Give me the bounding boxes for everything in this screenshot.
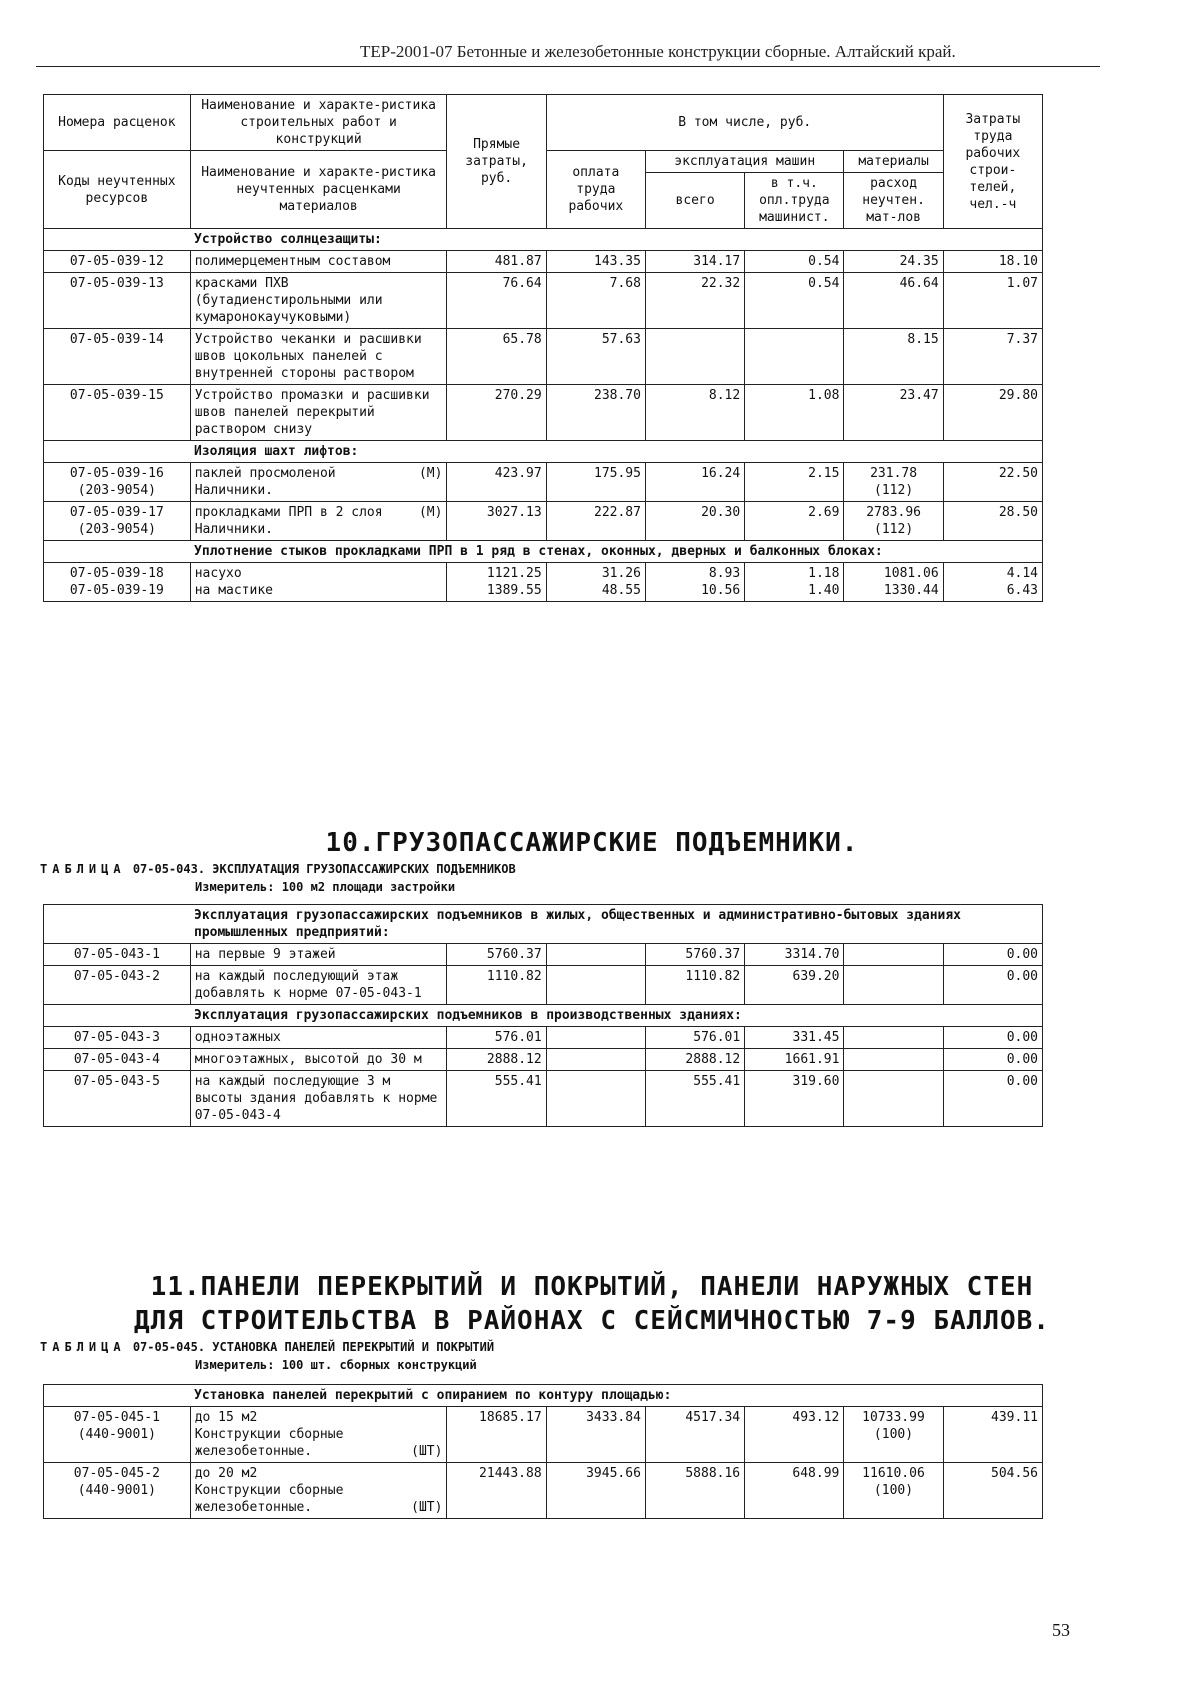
table-row bbox=[44, 1027, 1043, 1049]
pay-cost bbox=[546, 1049, 645, 1071]
col-direct: Прямые затраты, руб. bbox=[447, 95, 546, 229]
direct-cost: 18685.17 bbox=[447, 1407, 546, 1463]
code: 07-05-043-3 bbox=[44, 1027, 191, 1049]
work-name: на каждый последующие 3 м высоты здания добавлять к норме 07-05-043-4 bbox=[190, 1071, 447, 1127]
code: 07-05-045-1 (440-9001) bbox=[44, 1407, 191, 1463]
table-row bbox=[44, 966, 1043, 1005]
section-heading: Эксплуатация грузопассажирских подъемников в производственных зданиях: bbox=[44, 1005, 1043, 1027]
table-row bbox=[44, 273, 1043, 329]
direct-cost: 555.41 bbox=[447, 1071, 546, 1127]
pay-cost: 143.35 bbox=[546, 251, 645, 273]
work-name: одноэтажных bbox=[190, 1027, 447, 1049]
labor: 0.00 bbox=[943, 1049, 1042, 1071]
work-name: Устройство промазки и расшивки швов панелей перекрытий раствором снизу bbox=[190, 385, 447, 441]
direct-cost: 76.64 bbox=[447, 273, 546, 329]
materials: 2783.96 (112) bbox=[844, 502, 943, 541]
page-number: 53 bbox=[1052, 1620, 1070, 1640]
direct-cost: 2888.12 bbox=[447, 1049, 546, 1071]
direct-cost: 1110.82 bbox=[447, 966, 546, 1005]
work-name: на первые 9 этажей bbox=[190, 944, 447, 966]
machine-total bbox=[645, 329, 744, 385]
pay-cost bbox=[546, 1027, 645, 1049]
table-row bbox=[44, 502, 1043, 541]
direct-cost: 481.87 bbox=[447, 251, 546, 273]
machine-pay: 0.54 bbox=[745, 251, 844, 273]
measure-unit: Измеритель: 100 м2 площади застройки bbox=[195, 880, 456, 894]
work-name bbox=[190, 502, 447, 541]
col-machines: эксплуатация машин bbox=[645, 151, 844, 173]
work-name: красками ПХВ (бутадиенстирольными или кумаронокаучуковыми) bbox=[190, 273, 447, 329]
direct-cost: 3027.13 bbox=[447, 502, 546, 541]
price-table-045 bbox=[43, 1384, 1043, 1519]
col-materials: материалы bbox=[844, 151, 943, 173]
code: 07-05-039-18 07-05-039-19 bbox=[44, 563, 191, 602]
pay-cost: 31.26 48.55 bbox=[546, 563, 645, 602]
caption-lead: ТАБЛИЦА bbox=[40, 862, 126, 876]
machine-total: 4517.34 bbox=[645, 1407, 744, 1463]
pay-cost: 57.63 bbox=[546, 329, 645, 385]
machine-total: 1110.82 bbox=[645, 966, 744, 1005]
section-heading: Устройство солнцезащиты: bbox=[44, 229, 1043, 251]
table-row bbox=[44, 251, 1043, 273]
section-11-title-line2: ДЛЯ СТРОИТЕЛЬСТВА В РАЙОНАХ С СЕЙСМИЧНОСТЬЮ 7-9 БАЛЛОВ. bbox=[134, 1306, 1050, 1336]
table-row bbox=[44, 1463, 1043, 1519]
machine-pay: 331.45 bbox=[745, 1027, 844, 1049]
price-table-043 bbox=[43, 904, 1043, 1127]
machine-pay: 648.99 bbox=[745, 1463, 844, 1519]
machine-pay: 0.54 bbox=[745, 273, 844, 329]
table-row bbox=[44, 329, 1043, 385]
col-name-bottom: Наименование и характе-ристика неучтенных расценками материалов bbox=[190, 151, 447, 229]
machine-pay: 1.18 1.40 bbox=[745, 563, 844, 602]
table-row bbox=[44, 1049, 1043, 1071]
pay-cost: 175.95 bbox=[546, 463, 645, 502]
table-caption bbox=[40, 1340, 494, 1354]
materials bbox=[844, 1071, 943, 1127]
code: 07-05-043-5 bbox=[44, 1071, 191, 1127]
machine-total: 8.93 10.56 bbox=[645, 563, 744, 602]
section-10-title: 10.ГРУЗОПАССАЖИРСКИЕ ПОДЪЕМНИКИ. bbox=[325, 828, 859, 858]
work-name: Устройство чеканки и расшивки швов цокольных панелей с внутренней стороны раствором bbox=[190, 329, 447, 385]
code: 07-05-043-1 bbox=[44, 944, 191, 966]
caption-lead: ТАБЛИЦА bbox=[40, 1340, 126, 1354]
machine-total: 2888.12 bbox=[645, 1049, 744, 1071]
col-name-top: Наименование и характе-ристика строительных работ и конструкций bbox=[190, 95, 447, 151]
machine-total: 5760.37 bbox=[645, 944, 744, 966]
pay-cost bbox=[546, 966, 645, 1005]
machine-pay: 1661.91 bbox=[745, 1049, 844, 1071]
code: 07-05-039-16 (203-9054) bbox=[44, 463, 191, 502]
pay-cost bbox=[546, 1071, 645, 1127]
code: 07-05-039-14 bbox=[44, 329, 191, 385]
materials: 231.78 (112) bbox=[844, 463, 943, 502]
table-row bbox=[44, 563, 1043, 602]
machine-total: 555.41 bbox=[645, 1071, 744, 1127]
table-row bbox=[44, 463, 1043, 502]
section-heading: Уплотнение стыков прокладками ПРП в 1 ряд в стенах, оконных, дверных и балконных блоках: bbox=[44, 541, 1043, 563]
materials: 1081.06 1330.44 bbox=[844, 563, 943, 602]
caption-text: 07-05-043. ЭКСПЛУАТАЦИЯ ГРУЗОПАССАЖИРСКИХ ПОДЪЕМНИКОВ bbox=[132, 862, 516, 876]
machine-pay bbox=[745, 329, 844, 385]
code: 07-05-039-15 bbox=[44, 385, 191, 441]
table-row bbox=[44, 1407, 1043, 1463]
direct-cost: 576.01 bbox=[447, 1027, 546, 1049]
code: 07-05-043-4 bbox=[44, 1049, 191, 1071]
col-incl: В том числе, руб. bbox=[546, 95, 943, 151]
labor: 439.11 bbox=[943, 1407, 1042, 1463]
labor: 22.50 bbox=[943, 463, 1042, 502]
machine-total: 16.24 bbox=[645, 463, 744, 502]
labor: 0.00 bbox=[943, 1027, 1042, 1049]
direct-cost: 1121.25 1389.55 bbox=[447, 563, 546, 602]
work-name-text: до 15 м2 Конструкции сборные железобетонные. bbox=[194, 1410, 344, 1459]
labor: 29.80 bbox=[943, 385, 1042, 441]
unit: (М) bbox=[418, 466, 443, 481]
machine-pay: 319.60 bbox=[745, 1071, 844, 1127]
header-rule bbox=[36, 66, 1100, 67]
machine-total: 576.01 bbox=[645, 1027, 744, 1049]
materials bbox=[844, 966, 943, 1005]
unit: (ШТ) bbox=[411, 1500, 443, 1515]
unit: (ШТ) bbox=[411, 1444, 443, 1459]
materials: 23.47 bbox=[844, 385, 943, 441]
section-heading: Установка панелей перекрытий с опиранием по контуру площадью: bbox=[44, 1385, 1043, 1407]
work-name: многоэтажных, высотой до 30 м bbox=[190, 1049, 447, 1071]
machine-pay: 3314.70 bbox=[745, 944, 844, 966]
machine-total: 20.30 bbox=[645, 502, 744, 541]
materials: 46.64 bbox=[844, 273, 943, 329]
machine-pay: 639.20 bbox=[745, 966, 844, 1005]
materials bbox=[844, 1049, 943, 1071]
pay-cost: 238.70 bbox=[546, 385, 645, 441]
section-heading: Эксплуатация грузопассажирских подъемников в жилых, общественных и административно-бытовых зданиях промышленных предприятий: bbox=[44, 905, 1043, 944]
labor: 0.00 bbox=[943, 1071, 1042, 1127]
labor: 28.50 bbox=[943, 502, 1042, 541]
work-name-text: паклей просмоленой Наличники. bbox=[194, 466, 336, 498]
pay-cost: 7.68 bbox=[546, 273, 645, 329]
direct-cost: 5760.37 bbox=[447, 944, 546, 966]
machine-total: 22.32 bbox=[645, 273, 744, 329]
work-name bbox=[190, 1463, 447, 1519]
machine-pay: 2.15 bbox=[745, 463, 844, 502]
unit: (М) bbox=[418, 505, 443, 520]
materials: 24.35 bbox=[844, 251, 943, 273]
labor: 18.10 bbox=[943, 251, 1042, 273]
labor: 0.00 bbox=[943, 944, 1042, 966]
pay-cost bbox=[546, 944, 645, 966]
machine-total: 314.17 bbox=[645, 251, 744, 273]
table-row bbox=[44, 385, 1043, 441]
table-row bbox=[44, 944, 1043, 966]
work-name: полимерцементным составом bbox=[190, 251, 447, 273]
materials: 10733.99 (100) bbox=[844, 1407, 943, 1463]
materials bbox=[844, 944, 943, 966]
price-table-039 bbox=[43, 94, 1043, 602]
code: 07-05-043-2 bbox=[44, 966, 191, 1005]
work-name-text: до 20 м2 Конструкции сборные железобетонные. bbox=[194, 1466, 344, 1515]
direct-cost: 65.78 bbox=[447, 329, 546, 385]
code: 07-05-039-13 bbox=[44, 273, 191, 329]
caption-text: 07-05-045. УСТАНОВКА ПАНЕЛЕЙ ПЕРЕКРЫТИЙ И ПОКРЫТИЙ bbox=[132, 1340, 495, 1354]
running-header: ТЕР-2001-07 Бетонные и железобетонные конструкции сборные. Алтайский край. bbox=[360, 42, 956, 61]
work-name bbox=[190, 1407, 447, 1463]
work-name-text: прокладками ПРП в 2 слоя Наличники. bbox=[194, 505, 383, 537]
col-total: всего bbox=[645, 173, 744, 229]
labor: 504.56 bbox=[943, 1463, 1042, 1519]
labor: 4.14 6.43 bbox=[943, 563, 1042, 602]
direct-cost: 423.97 bbox=[447, 463, 546, 502]
pay-cost: 222.87 bbox=[546, 502, 645, 541]
code: 07-05-039-12 bbox=[44, 251, 191, 273]
col-labor: Затраты труда рабочих строи-телей, чел.-ч bbox=[943, 95, 1042, 229]
labor: 0.00 bbox=[943, 966, 1042, 1005]
machine-pay: 2.69 bbox=[745, 502, 844, 541]
table-caption bbox=[40, 862, 516, 876]
pay-cost: 3433.84 bbox=[546, 1407, 645, 1463]
work-name: насухо на мастике bbox=[190, 563, 447, 602]
col-code-top: Номера расценок bbox=[44, 95, 191, 151]
col-code-bottom: Коды неучтенных ресурсов bbox=[44, 151, 191, 229]
machine-pay: 493.12 bbox=[745, 1407, 844, 1463]
machine-pay: 1.08 bbox=[745, 385, 844, 441]
labor: 1.07 bbox=[943, 273, 1042, 329]
measure-unit: Измеритель: 100 шт. сборных конструкций bbox=[195, 1358, 477, 1372]
code: 07-05-039-17 (203-9054) bbox=[44, 502, 191, 541]
machine-total: 5888.16 bbox=[645, 1463, 744, 1519]
direct-cost: 270.29 bbox=[447, 385, 546, 441]
col-pay: оплата труда рабочих bbox=[546, 151, 645, 229]
code: 07-05-045-2 (440-9001) bbox=[44, 1463, 191, 1519]
section-heading: Изоляция шахт лифтов: bbox=[44, 441, 1043, 463]
direct-cost: 21443.88 bbox=[447, 1463, 546, 1519]
machine-total: 8.12 bbox=[645, 385, 744, 441]
work-name: на каждый последующий этаж добавлять к норме 07-05-043-1 bbox=[190, 966, 447, 1005]
labor: 7.37 bbox=[943, 329, 1042, 385]
col-mat-use: расход неучтен. мат-лов bbox=[844, 173, 943, 229]
materials: 8.15 bbox=[844, 329, 943, 385]
materials bbox=[844, 1027, 943, 1049]
pay-cost: 3945.66 bbox=[546, 1463, 645, 1519]
table-row bbox=[44, 1071, 1043, 1127]
col-incl-op: в т.ч. опл.труда машинист. bbox=[745, 173, 844, 229]
section-11-title: 11.ПАНЕЛИ ПЕРЕКРЫТИЙ И ПОКРЫТИЙ, ПАНЕЛИ НАРУЖНЫХ СТЕН bbox=[150, 1272, 1034, 1302]
materials: 11610.06 (100) bbox=[844, 1463, 943, 1519]
work-name bbox=[190, 463, 447, 502]
